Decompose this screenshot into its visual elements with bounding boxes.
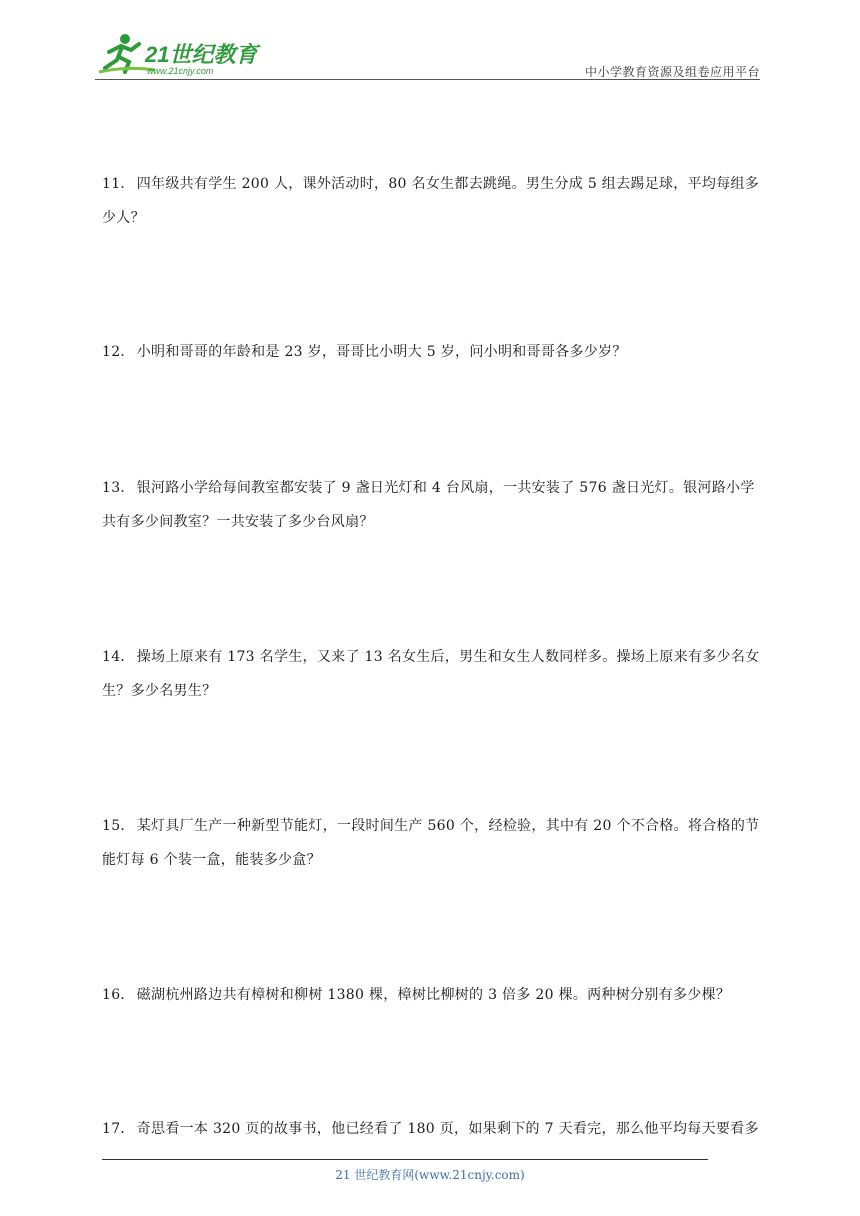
question-text: 银河路小学给每间教室都安装了 9 盏日光灯和 4 台风扇，一共安装了 576 盏日光灯。银河路小学共有多少间教室？一共安装了多少台风扇？: [102, 480, 755, 530]
question-text: 四年级共有学生 200 人，课外活动时，80 名女生都去跳绳。男生分成 5 组去踢足球，平均每组多少人？: [102, 176, 760, 226]
logo-url: www.21cnjy.com: [147, 66, 214, 76]
question-12: [102, 335, 762, 369]
question-number: 12．: [102, 344, 135, 360]
footer-divider: [102, 1159, 708, 1160]
question-number: 13．: [102, 480, 135, 496]
question-number: 17．: [102, 1121, 135, 1137]
header-platform-text: 中小学教育资源及组卷应用平台: [584, 65, 760, 79]
footer-site-link[interactable]: 21 世纪教育网(www.21cnjy.com): [335, 1168, 525, 1182]
question-text: 某灯具厂生产一种新型节能灯，一段时间生产 560 个，经检验，其中有 20 个不合格。将合格的节能灯每 6 个装一盒，能装多少盒？: [102, 818, 760, 868]
question-16: [102, 978, 762, 1012]
question-17: [102, 1112, 762, 1146]
question-number: 15．: [102, 818, 135, 834]
question-text: 操场上原来有 173 名学生，又来了 13 名女生后，男生和女生人数同样多。操场上原来有多少名女生？多少名男生？: [102, 649, 760, 699]
question-15: [102, 809, 762, 877]
question-11: [102, 167, 762, 235]
page-header: [95, 30, 760, 80]
question-14: [102, 640, 762, 708]
question-text: 磁湖杭州路边共有樟树和柳树 1380 棵，樟树比柳树的 3 倍多 20 棵。两种树分别有多少棵？: [136, 987, 731, 1003]
question-number: 16．: [102, 987, 135, 1003]
question-text: 小明和哥哥的年龄和是 23 岁，哥哥比小明大 5 岁，问小明和哥哥各多少岁？: [136, 344, 627, 360]
site-logo: [95, 30, 265, 78]
question-13: [102, 471, 762, 539]
question-number: 11．: [102, 176, 135, 192]
question-number: 14．: [102, 649, 135, 665]
logo-text: 21世纪教育: [145, 42, 258, 67]
question-text: 奇思看一本 320 页的故事书，他已经看了 180 页，如果剩下的 7 天看完，那么他平均每天要看多: [136, 1121, 759, 1137]
header-divider: [95, 79, 760, 80]
